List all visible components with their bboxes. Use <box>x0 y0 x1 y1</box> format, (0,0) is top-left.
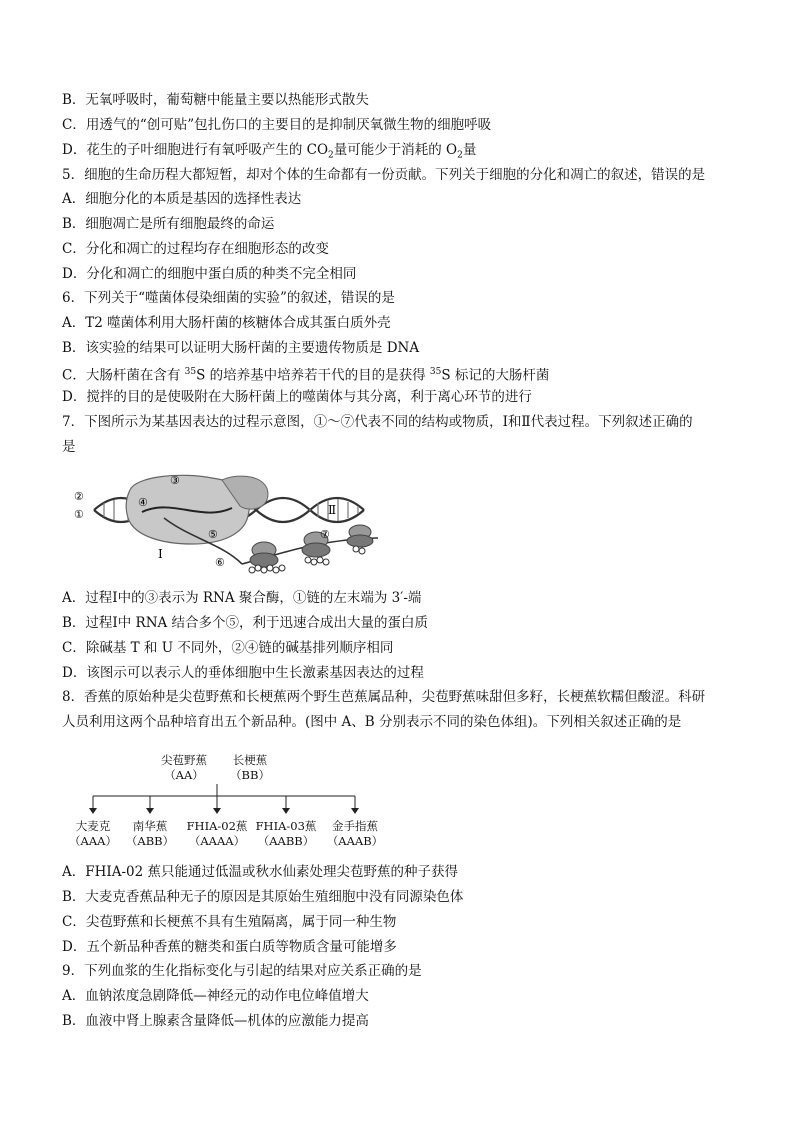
ribosome <box>347 525 373 547</box>
q6-option-b: B．该实验的结果可以证明大肠杆菌的主要遗传物质是 DNA <box>62 340 420 356</box>
q8-stem-cont: 人员利用这两个品种培育出五个新品种。(图中 A、B 分别表示不同的染色体组)。下列相关叙述正确的是 <box>62 714 682 730</box>
q6-option-c <box>62 362 549 386</box>
q9-option-a: A．血钠浓度急剧降低—神经元的动作电位峰值增大 <box>62 988 369 1004</box>
q8-option-a: A．FHIA-02 蕉只能通过低温或秋水仙素处理尖苞野蕉的种子获得 <box>62 864 459 880</box>
variety-name: FHIA-03蕉 <box>255 819 317 833</box>
q8-option-b: B．大麦克香蕉品种无子的原因是其原始生殖细胞中没有同源染色体 <box>62 889 464 905</box>
parent-name: 尖苞野蕉 <box>161 753 207 767</box>
text-seg: S 的培养基中培养若干代的目的是获得 <box>196 367 430 384</box>
q5-stem: 5．细胞的生命历程大都短暂，却对个体的生命都有一份贡献。下列关于细胞的分化和凋亡的叙述，错误的是 <box>62 167 706 183</box>
process-1-label: Ⅰ <box>158 547 163 561</box>
variety-genome: （AAA） <box>69 834 117 848</box>
marker-6: ⑥ <box>215 556 225 569</box>
q5-option-d: D．分化和凋亡的细胞中蛋白质的种类不完全相同 <box>62 266 357 282</box>
parent-genome: （BB） <box>230 768 270 782</box>
q7-option-c: C．除碱基 T 和 U 不同外，②④链的碱基排列顺序相同 <box>62 640 394 656</box>
marker-3: ③ <box>170 474 180 487</box>
q5-option-c: C．分化和凋亡的过程均存在细胞形态的改变 <box>62 241 329 257</box>
q8-option-d: D．五个新品种香蕉的糖类和蛋白质等物质含量可能增多 <box>62 939 397 955</box>
variety-genome: （AAAB） <box>326 834 384 848</box>
q6-option-a: A．T2 噬菌体利用大肠杆菌的核糖体合成其蛋白质外壳 <box>62 315 391 331</box>
q4-option-c: C．用透气的“创可贴”包扎伤口的主要目的是抑制厌氧微生物的细胞呼吸 <box>62 117 492 133</box>
q6-stem: 6．下列关于“噬菌体侵染细菌的实验”的叙述，错误的是 <box>62 290 395 306</box>
q6-option-d: D．搅拌的目的是使吸附在大肠杆菌上的噬菌体与其分离，利于离心环节的进行 <box>62 389 532 405</box>
variety-genome: （AABB） <box>257 834 315 848</box>
q5-option-a: A．细胞分化的本质是基因的选择性表达 <box>62 191 302 207</box>
q7-stem: 7．下图所示为某基因表达的过程示意图，①～⑦代表不同的结构或物质，Ⅰ和Ⅱ代表过程。下列叙述正确的 <box>62 414 693 430</box>
text-seg: C．大肠杆菌在含有 <box>62 367 185 384</box>
variety-genome: （AAAA） <box>188 834 246 848</box>
marker-5: ⑤ <box>208 528 218 541</box>
subscript: 2 <box>328 150 334 161</box>
marker-2: ② <box>74 490 84 503</box>
variety-name: 南华蕉 <box>132 819 168 833</box>
process-2-label: Ⅱ <box>328 503 337 517</box>
parent-name: 长梗蕉 <box>232 753 268 767</box>
q5-option-b: B．细胞凋亡是所有细胞最终的命运 <box>62 216 275 232</box>
q7-option-b: B．过程Ⅰ中 RNA 结合多个⑤，利于迅速合成出大量的蛋白质 <box>62 615 429 631</box>
q8-stem: 8．香蕉的原始种是尖苞野蕉和长梗蕉两个野生芭蕉属品种，尖苞野蕉味甜但多籽，长梗蕉软糯但酸涩。科研 <box>62 689 706 705</box>
ribosome <box>250 542 278 567</box>
marker-4: ④ <box>138 496 148 509</box>
variety-name: 金手指蕉 <box>332 819 378 833</box>
q4-option-d <box>62 140 476 166</box>
superscript: 35 <box>429 367 442 377</box>
text-seg: 量可能少于消耗的 O <box>333 142 458 158</box>
cross-arrows <box>62 752 422 822</box>
variety-genome: （ABB） <box>125 834 175 848</box>
text-seg: S 标记的大肠杆菌 <box>441 367 550 384</box>
superscript: 35 <box>184 367 197 377</box>
subscript: 2 <box>457 150 463 161</box>
q8-option-c: C．尖苞野蕉和长梗蕉不具有生殖隔离，属于同一种生物 <box>62 914 397 930</box>
parent-genome: （AA） <box>164 768 204 782</box>
q9-option-b: B．血液中肾上腺素含量降低—机体的应激能力提高 <box>62 1013 369 1029</box>
variety-name: 大麦克 <box>75 819 111 833</box>
q7-option-d: D．该图示可以表示人的垂体细胞中生长激素基因表达的过程 <box>62 665 424 681</box>
marker-7: ⑦ <box>320 528 330 541</box>
q4-option-b: B．无氧呼吸时，葡萄糖中能量主要以热能形式散失 <box>62 92 369 108</box>
q7-stem-cont: 是 <box>62 439 76 455</box>
text-seg: D．花生的子叶细胞进行有氧呼吸产生的 CO <box>62 142 329 158</box>
gene-expression-figure <box>72 472 382 574</box>
text-seg: 量 <box>462 142 477 158</box>
q9-stem: 9．下列血浆的生化指标变化与引起的结果对应关系正确的是 <box>62 963 422 979</box>
q7-option-a: A．过程Ⅰ中的③表示为 RNA 聚合酶，①链的左末端为 3′-端 <box>62 590 422 606</box>
banana-breeding-diagram <box>62 752 422 852</box>
marker-1: ① <box>74 508 84 521</box>
variety-name: FHIA-02蕉 <box>186 819 248 833</box>
